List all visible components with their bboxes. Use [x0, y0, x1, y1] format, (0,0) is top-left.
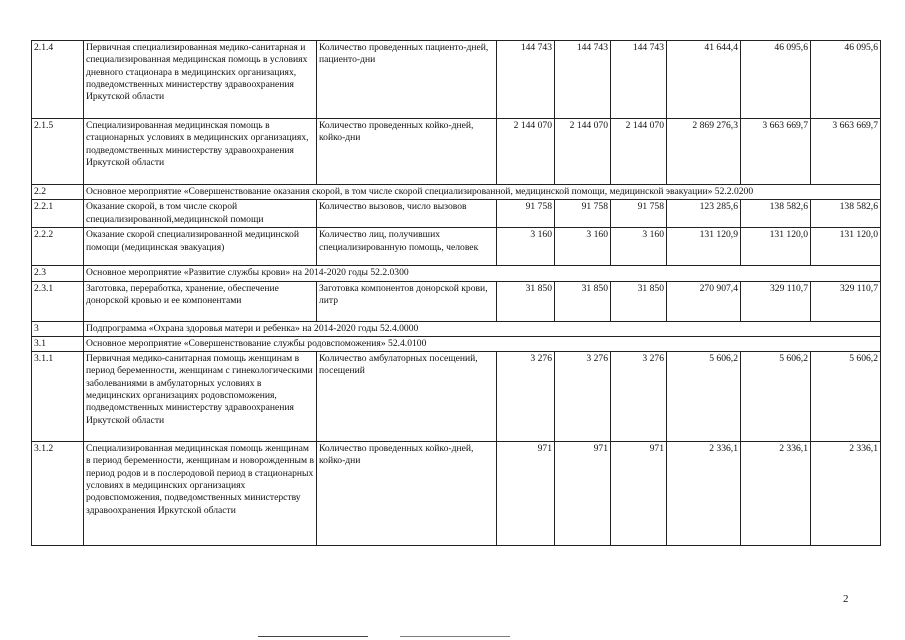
value-cell: 41 644,4 — [667, 41, 741, 119]
value-cell: 123 285,6 — [667, 200, 741, 228]
value-cell: 144 743 — [555, 41, 611, 119]
value-cell: 91 758 — [555, 200, 611, 228]
value-cell: 3 160 — [497, 228, 555, 266]
value-cell: 329 110,7 — [811, 281, 881, 321]
value-cell: 971 — [611, 442, 667, 546]
value-cell: 971 — [497, 442, 555, 546]
row-3-1-2 — [32, 442, 881, 546]
row-name: Заготовка, переработка, хранение, обеспечение донорской кровью и ее компонентами — [84, 281, 317, 321]
row-2-1-4 — [32, 41, 881, 119]
value-cell: 144 743 — [497, 41, 555, 119]
value-cell: 2 144 070 — [555, 119, 611, 185]
value-cell: 2 869 276,3 — [667, 119, 741, 185]
value-cell: 3 276 — [497, 352, 555, 442]
value-cell: 5 606,2 — [741, 352, 811, 442]
row-code: 2.1.5 — [32, 119, 84, 185]
row-name: Оказание скорой специализированной медицинской помощи (медицинская эвакуация) — [84, 228, 317, 266]
row-code: 2.2.1 — [32, 200, 84, 228]
row-2-1-5 — [32, 119, 881, 185]
section-code: 2.2 — [32, 185, 84, 200]
value-cell: 5 606,2 — [667, 352, 741, 442]
value-cell: 131 120,0 — [811, 228, 881, 266]
value-cell: 31 850 — [555, 281, 611, 321]
section-title: Основное мероприятие «Совершенствование службы родовспоможения» 52.4.0100 — [84, 336, 881, 351]
value-cell: 91 758 — [497, 200, 555, 228]
section-3-1 — [32, 336, 881, 351]
value-cell: 3 276 — [555, 352, 611, 442]
section-2-2 — [32, 185, 881, 200]
row-indicator: Количество лиц, получивших специализированную помощь, человек — [317, 228, 497, 266]
page-number: 2 — [843, 593, 849, 605]
section-title: Подпрограмма «Охрана здоровья матери и ребенка» на 2014-2020 годы 52.4.0000 — [84, 321, 881, 336]
row-indicator: Количество проведенных койко-дней, койко-дни — [317, 442, 497, 546]
value-cell: 131 120,9 — [667, 228, 741, 266]
value-cell: 2 336,1 — [811, 442, 881, 546]
row-code: 3.1.1 — [32, 352, 84, 442]
row-3-1-1 — [32, 352, 881, 442]
row-code: 2.3.1 — [32, 281, 84, 321]
row-name: Специализированная медицинская помощь женщинам в период беременности, женщинам и новорожденным в период родов и в послеродовой период в стационарных условиях в медицинских организациях родовспоможения, подведомственных министерству здравоохранения Иркутской области — [84, 442, 317, 546]
program-table — [31, 40, 881, 546]
row-indicator: Количество амбулаторных посещений, посещений — [317, 352, 497, 442]
row-code: 3.1.2 — [32, 442, 84, 546]
section-3 — [32, 321, 881, 336]
row-name: Первичная специализированная медико-санитарная и специализированная медицинская помощь в условиях дневного стационара в медицинских организациях, подведомственных министерству здравоохранения Иркутской области — [84, 41, 317, 119]
value-cell: 2 336,1 — [667, 442, 741, 546]
value-cell: 3 276 — [611, 352, 667, 442]
row-indicator: Количество проведенных койко-дней, койко-дни — [317, 119, 497, 185]
row-name: Первичная медико-санитарная помощь женщинам в период беременности, женщинам с гинекологическими заболеваниями в амбулаторных условиях в медицинских организациях родовспоможения, подведомственных министерству здравоохранения Иркутской области — [84, 352, 317, 442]
value-cell: 31 850 — [611, 281, 667, 321]
value-cell: 144 743 — [611, 41, 667, 119]
value-cell: 3 160 — [611, 228, 667, 266]
value-cell: 3 663 669,7 — [741, 119, 811, 185]
row-indicator: Количество вызовов, число вызовов — [317, 200, 497, 228]
value-cell: 131 120,0 — [741, 228, 811, 266]
row-code: 2.1.4 — [32, 41, 84, 119]
value-cell: 3 663 669,7 — [811, 119, 881, 185]
row-code: 2.2.2 — [32, 228, 84, 266]
section-title: Основное мероприятие «Совершенствование оказания скорой, в том числе скорой специализированной, медицинской помощи, медицинской эвакуации» 52.2.0200 — [84, 185, 881, 200]
value-cell: 138 582,6 — [811, 200, 881, 228]
row-indicator: Количество проведенных пациенто-дней, пациенто-дни — [317, 41, 497, 119]
value-cell: 2 144 070 — [611, 119, 667, 185]
value-cell: 31 850 — [497, 281, 555, 321]
section-code: 2.3 — [32, 266, 84, 281]
section-title: Основное мероприятие «Развитие службы крови» на 2014-2020 годы 52.2.0300 — [84, 266, 881, 281]
row-2-2-2 — [32, 228, 881, 266]
value-cell: 2 336,1 — [741, 442, 811, 546]
scan-artifact-line — [400, 636, 510, 637]
value-cell: 46 095,6 — [741, 41, 811, 119]
section-code: 3.1 — [32, 336, 84, 351]
value-cell: 46 095,6 — [811, 41, 881, 119]
row-2-3-1 — [32, 281, 881, 321]
row-name: Специализированная медицинская помощь в стационарных условиях в медицинских организациях, подведомственных министерству здравоохранения Иркутской области — [84, 119, 317, 185]
value-cell: 270 907,4 — [667, 281, 741, 321]
value-cell: 971 — [555, 442, 611, 546]
row-indicator: Заготовка компонентов донорской крови, литр — [317, 281, 497, 321]
value-cell: 3 160 — [555, 228, 611, 266]
row-2-2-1 — [32, 200, 881, 228]
value-cell: 91 758 — [611, 200, 667, 228]
scan-artifact-line — [258, 636, 368, 637]
value-cell: 5 606,2 — [811, 352, 881, 442]
section-code: 3 — [32, 321, 84, 336]
value-cell: 138 582,6 — [741, 200, 811, 228]
section-2-3 — [32, 266, 881, 281]
row-name: Оказание скорой, в том числе скорой специализированной,медицинской помощи — [84, 200, 317, 228]
value-cell: 2 144 070 — [497, 119, 555, 185]
value-cell: 329 110,7 — [741, 281, 811, 321]
